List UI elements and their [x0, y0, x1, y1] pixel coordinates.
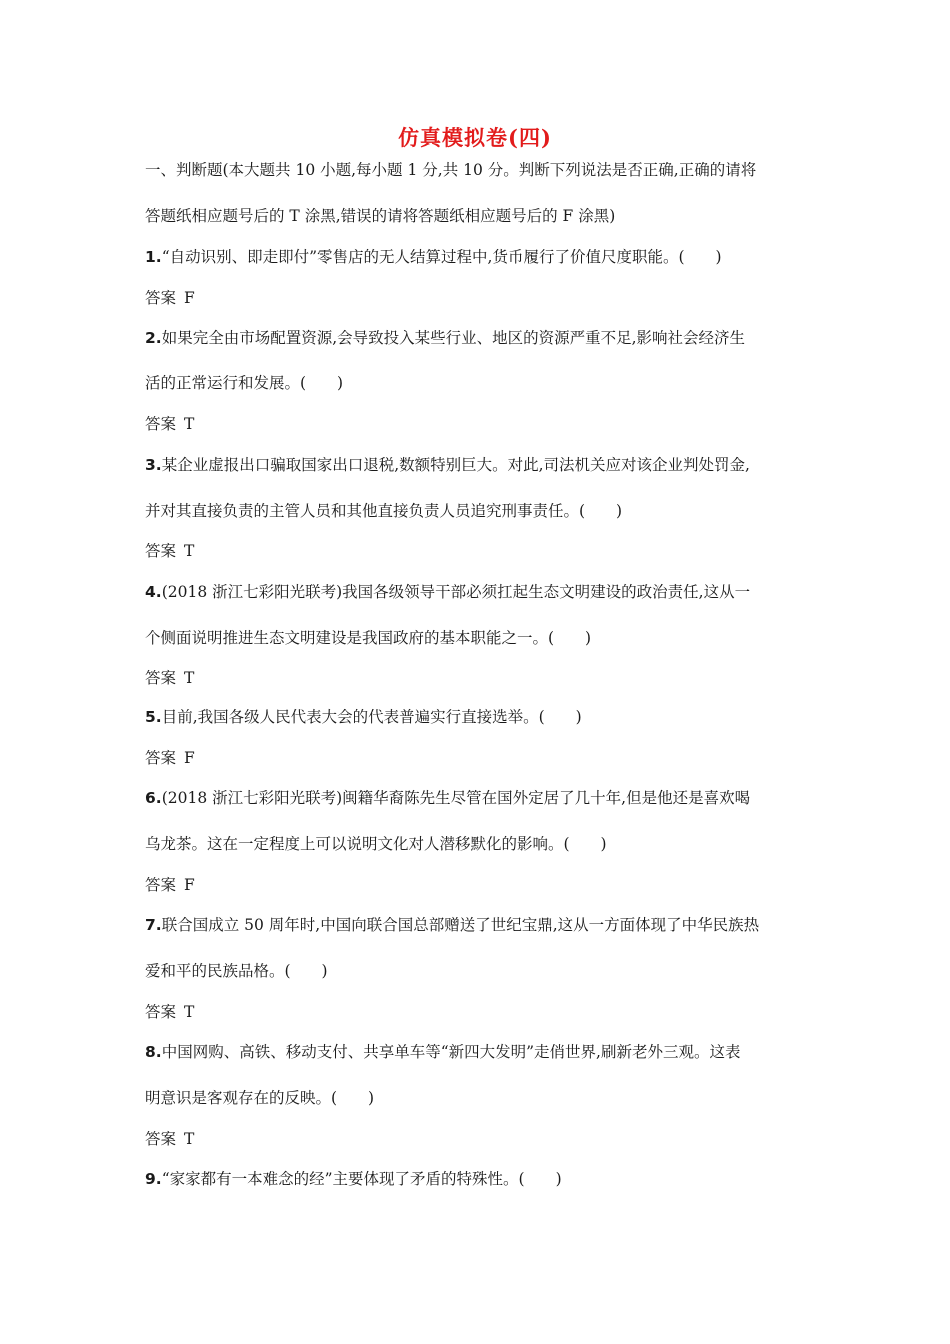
instructions-line-1: 一、判断题(本大题共 10 小题,每小题 1 分,共 10 分。判断下列说法是否正确,正确的请将 — [145, 161, 757, 179]
answer-3 — [145, 540, 194, 562]
question-7 — [145, 914, 815, 936]
answer-6 — [145, 874, 195, 896]
question-text: 目前,我国各级人民代表大会的代表普遍实行直接选举。( ) — [161, 708, 582, 726]
answer-value: F — [184, 749, 195, 767]
answer-8 — [145, 1128, 194, 1150]
answer-label: 答案 — [145, 1003, 177, 1021]
answer-value: T — [184, 415, 195, 433]
answer-label: 答案 — [145, 542, 177, 560]
answer-value: F — [184, 876, 195, 894]
answer-value: T — [184, 1003, 195, 1021]
question-text: 某企业虚报出口骗取国家出口退税,数额特别巨大。对此,司法机关应对该企业判处罚金, — [161, 456, 750, 474]
question-text: “家家都有一本难念的经”主要体现了矛盾的特殊性。( ) — [161, 1170, 562, 1188]
answer-label: 答案 — [145, 669, 177, 687]
question-text: (2018 浙江七彩阳光联考)闽籍华裔陈先生尽管在国外定居了几十年,但是他还是喜欢喝 — [161, 789, 751, 807]
answer-4 — [145, 667, 194, 689]
question-3 — [145, 454, 815, 476]
question-6 — [145, 787, 815, 809]
question-number: 6. — [145, 789, 162, 807]
answer-label: 答案 — [145, 876, 177, 894]
question-number: 3. — [145, 456, 162, 474]
question-1 — [145, 246, 815, 268]
question-5 — [145, 706, 815, 728]
question-number: 9. — [145, 1170, 162, 1188]
question-number: 2. — [145, 329, 162, 347]
question-number: 5. — [145, 708, 162, 726]
answer-5 — [145, 747, 195, 769]
answer-label: 答案 — [145, 289, 177, 307]
question-3-line-2: 并对其直接负责的主管人员和其他直接负责人员追究刑事责任。( ) — [145, 502, 623, 520]
answer-2 — [145, 413, 194, 435]
question-number: 1. — [145, 248, 162, 266]
question-text: 中国网购、高铁、移动支付、共享单车等“新四大发明”走俏世界,刷新老外三观。这表 — [161, 1043, 741, 1061]
answer-value: F — [184, 289, 195, 307]
page-title: 仿真模拟卷(四) — [398, 125, 552, 150]
question-4-line-2: 个侧面说明推进生态文明建设是我国政府的基本职能之一。( ) — [145, 629, 592, 647]
question-text: (2018 浙江七彩阳光联考)我国各级领导干部必须扛起生态文明建设的政治责任,这从一 — [161, 583, 751, 601]
question-8 — [145, 1041, 815, 1063]
question-text: 联合国成立 50 周年时,中国向联合国总部赠送了世纪宝鼎,这从一方面体现了中华民族热 — [161, 916, 760, 934]
instructions-line-2: 答题纸相应题号后的 T 涂黑,错误的请将答题纸相应题号后的 F 涂黑) — [145, 207, 616, 225]
question-9 — [145, 1168, 815, 1190]
question-number: 4. — [145, 583, 162, 601]
question-6-line-2: 乌龙茶。这在一定程度上可以说明文化对人潜移默化的影响。( ) — [145, 835, 607, 853]
question-7-line-2: 爱和平的民族品格。( ) — [145, 962, 328, 980]
answer-value: T — [184, 542, 195, 560]
answer-label: 答案 — [145, 1130, 177, 1148]
question-text: “自动识别、即走即付”零售店的无人结算过程中,货币履行了价值尺度职能。( ) — [161, 248, 722, 266]
answer-7 — [145, 1001, 194, 1023]
answer-1 — [145, 287, 195, 309]
question-number: 7. — [145, 916, 162, 934]
question-number: 8. — [145, 1043, 162, 1061]
answer-value: T — [184, 669, 195, 687]
question-4 — [145, 581, 815, 603]
question-2-line-2: 活的正常运行和发展。( ) — [145, 374, 344, 392]
answer-label: 答案 — [145, 415, 177, 433]
answer-label: 答案 — [145, 749, 177, 767]
answer-value: T — [184, 1130, 195, 1148]
question-text: 如果完全由市场配置资源,会导致投入某些行业、地区的资源严重不足,影响社会经济生 — [161, 329, 746, 347]
question-2 — [145, 327, 815, 349]
question-8-line-2: 明意识是客观存在的反映。( ) — [145, 1089, 375, 1107]
